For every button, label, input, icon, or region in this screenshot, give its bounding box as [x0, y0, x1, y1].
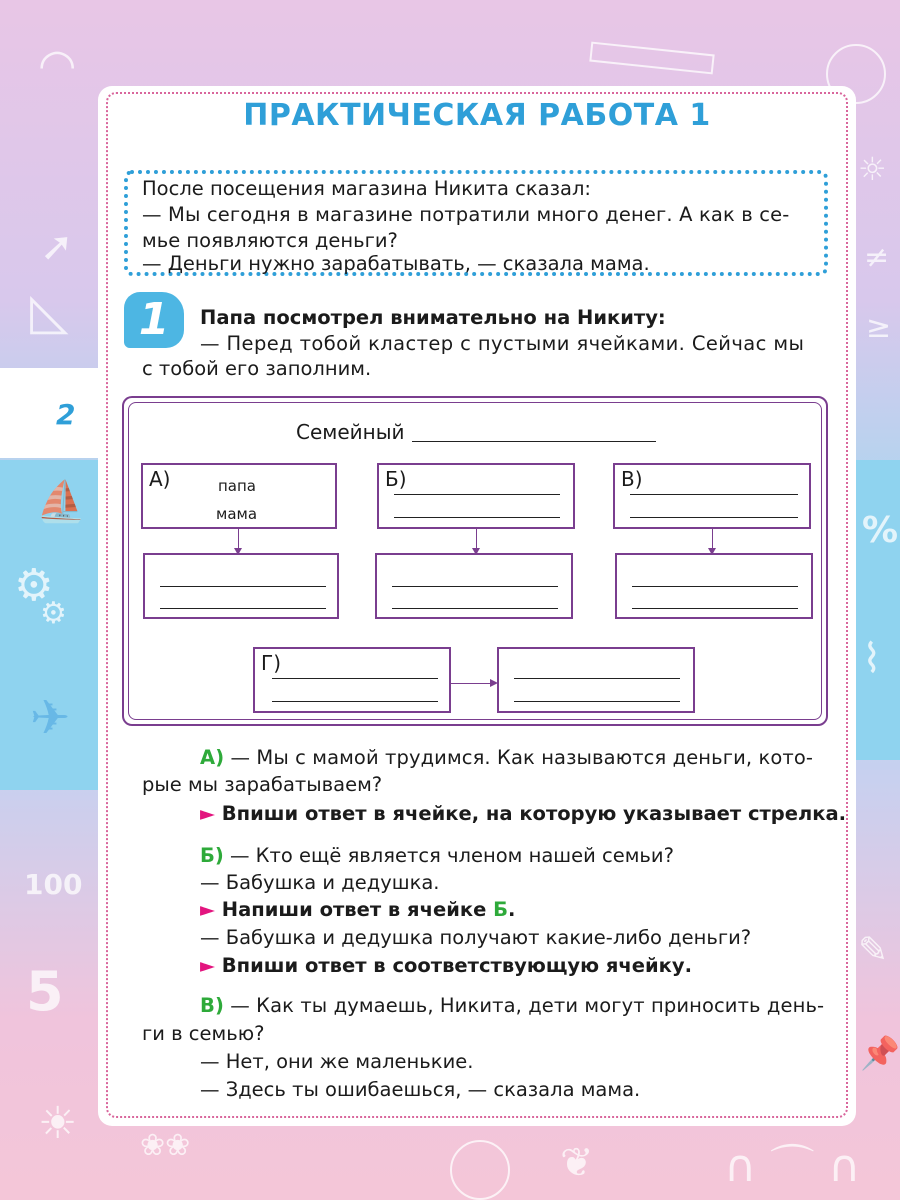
answer-line	[160, 608, 326, 609]
answer-line	[632, 608, 798, 609]
berries-icon: ❀❀	[140, 1128, 191, 1163]
question-b-text: — Кто ещё является членом нашей семьи?	[223, 844, 674, 867]
answer-line	[272, 678, 438, 679]
answer-line	[394, 517, 560, 518]
greater-equal-icon: ≥	[866, 310, 892, 345]
pencil-icon: ✎	[858, 930, 889, 971]
page-number: 2	[56, 398, 76, 431]
pink-arrow-icon: ►	[200, 954, 215, 977]
paperclip-icon: ⌇	[862, 636, 882, 682]
question-a-line: рые мы зарабатываем?	[142, 773, 383, 796]
question-a-instruction	[200, 802, 846, 825]
arrow-a-down	[238, 529, 239, 553]
percent-icon: %	[862, 510, 899, 551]
answer-line	[514, 701, 680, 702]
arrow-v-down	[712, 529, 713, 553]
answer-line	[272, 701, 438, 702]
arrow-icon: ➚	[40, 224, 74, 270]
gear-icon: ⚙	[40, 596, 67, 631]
cell-v[interactable]	[613, 463, 811, 529]
answer-line	[160, 586, 326, 587]
task-number-badge: 1	[124, 292, 184, 348]
dialog-line: — Деньги нужно зарабатывать, — сказала мама.	[142, 252, 650, 275]
gear-icon: ⚙	[14, 560, 54, 611]
question-b-line: — Бабушка и дедушка.	[200, 871, 440, 894]
ball-icon	[450, 1140, 510, 1200]
ruler-icon	[589, 42, 714, 75]
instruction-text: Впиши ответ в соответствующую ячейку.	[221, 954, 692, 977]
question-v-text: — Как ты думаешь, Никита, дети могут приносить день-	[223, 994, 825, 1017]
cell-a-label: А)	[149, 467, 171, 491]
triangle-ruler-icon: ◺	[30, 282, 69, 340]
hundred-icon: 100	[24, 868, 83, 901]
cell-g[interactable]	[253, 647, 451, 713]
question-b-instruction	[200, 898, 515, 921]
answer-line	[632, 586, 798, 587]
cell-v-label: В)	[621, 467, 643, 491]
lightbulb-icon: ☀	[38, 1098, 78, 1149]
arrow-b-down	[476, 529, 477, 553]
pink-arrow-icon: ►	[200, 802, 215, 825]
instruction-text: Напиши ответ в ячейке	[221, 898, 494, 921]
question-v-marker: В)	[200, 994, 224, 1017]
task-line: — Перед тобой кластер с пустыми ячейками. Сейчас мы	[200, 332, 805, 355]
five-icon: 5	[26, 960, 64, 1023]
cell-g-answer[interactable]	[497, 647, 695, 713]
left-white-tab	[0, 368, 98, 458]
boat-icon: ⛵	[36, 479, 86, 525]
task-line: с тобой его заполним.	[142, 357, 372, 380]
question-a-marker: А)	[200, 746, 225, 769]
pushpin-icon: 📌	[860, 1034, 900, 1072]
question-v-line	[200, 994, 824, 1017]
answer-line	[514, 678, 680, 679]
task-heading: Папа посмотрел внимательно на Никиту:	[200, 306, 666, 329]
letters-icon: ∩ ⌒ ∩	[724, 1141, 861, 1192]
pink-arrow-icon: ►	[200, 898, 215, 921]
question-b-line	[200, 844, 674, 867]
wifi-icon: ◠	[38, 40, 77, 91]
cell-a-item: мама	[216, 505, 258, 523]
answer-line	[630, 494, 798, 495]
answer-line	[392, 586, 558, 587]
cluster-title: Семейный	[296, 420, 405, 444]
instruction-end: .	[507, 898, 516, 921]
question-b-line: — Бабушка и дедушка получают какие-либо деньги?	[200, 926, 752, 949]
cell-g-label: Г)	[261, 651, 281, 675]
dialog-line: мье появляются деньги?	[142, 229, 398, 252]
arrow-g-right	[451, 683, 496, 684]
question-v-line: — Здесь ты ошибаешься, — сказала мама.	[200, 1078, 641, 1101]
question-b-marker: Б)	[200, 844, 224, 867]
question-a-line	[200, 746, 813, 769]
question-a-text: — Мы с мамой трудимся. Как называются деньги, кото-	[224, 746, 813, 769]
cell-b[interactable]	[377, 463, 575, 529]
sun-icon: ☼	[858, 150, 887, 188]
instruction-text: Впиши ответ в ячейке, на которую указывает стрелка.	[221, 802, 847, 825]
page-title: ПРАКТИЧЕСКАЯ РАБОТА 1	[243, 98, 711, 133]
instruction-cell-ref: Б	[493, 898, 508, 921]
cell-b-label: Б)	[385, 467, 407, 491]
paper-plane-icon: ✈	[30, 690, 71, 746]
answer-line	[394, 494, 560, 495]
answer-line	[392, 608, 558, 609]
not-equal-icon: ≠	[864, 240, 890, 275]
question-v-line: — Нет, они же маленькие.	[200, 1050, 474, 1073]
answer-line	[630, 517, 798, 518]
cell-a-item: папа	[218, 477, 256, 495]
question-b-instruction	[200, 954, 692, 977]
dialog-line: После посещения магазина Никита сказал:	[142, 177, 591, 200]
dialog-line: — Мы сегодня в магазине потратили много денег. А как в се-	[142, 203, 790, 226]
right-blue-band	[856, 460, 900, 760]
question-v-line: ги в семью?	[142, 1022, 265, 1045]
leaf-icon: ❦	[560, 1140, 594, 1186]
cluster-title-blank	[412, 441, 656, 442]
